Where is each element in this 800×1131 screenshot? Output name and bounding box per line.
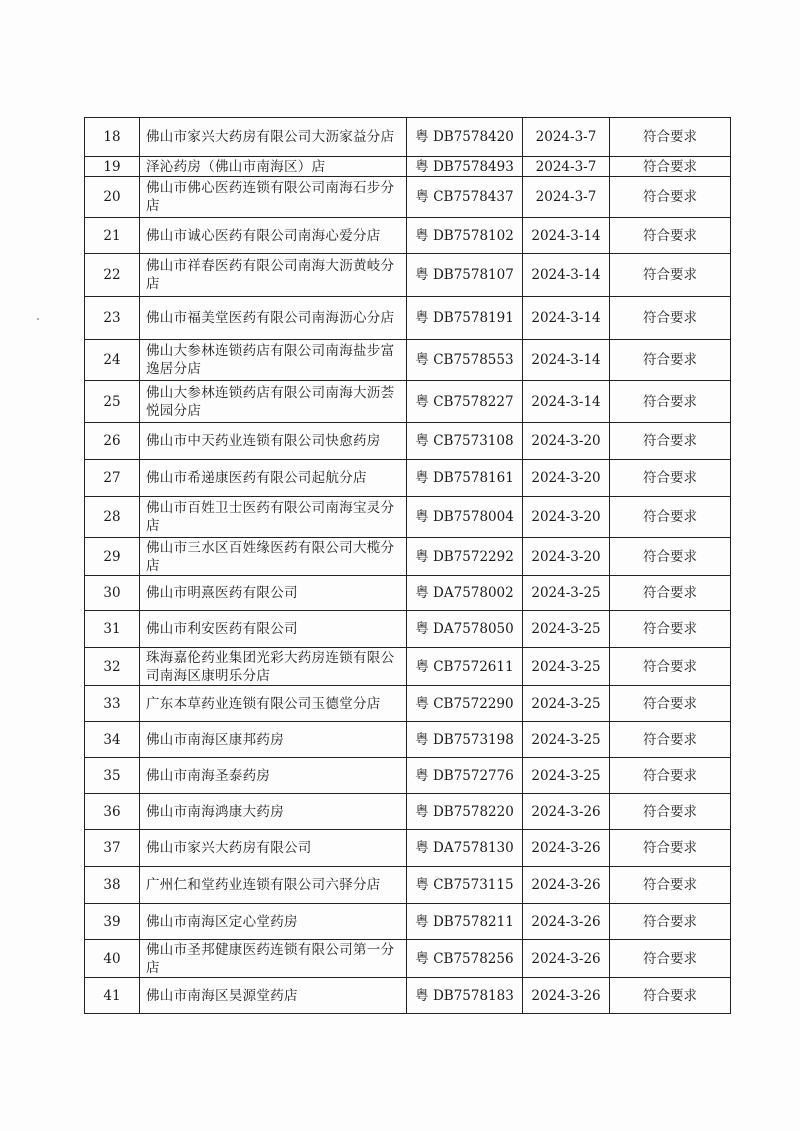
pharmacy-name: 佛山市家兴大药房有限公司: [140, 830, 407, 867]
license-number: 粤 CB7573108: [407, 423, 523, 460]
inspection-result: 符合要求: [610, 177, 731, 218]
license-number: 粤 DA7578130: [407, 830, 523, 867]
inspection-date: 2024-3-14: [523, 297, 610, 340]
inspection-date: 2024-3-20: [523, 460, 610, 497]
pharmacy-name: 佛山市诚心医药有限公司南海心爱分店: [140, 218, 407, 254]
pharmacy-name: 广州仁和堂药业连锁有限公司六驿分店: [140, 867, 407, 904]
pharmacy-name: 珠海嘉伦药业集团光彩大药房连锁有限公司南海区康明乐分店: [140, 648, 407, 686]
pharmacy-name: 佛山市圣邦健康医药连锁有限公司第一分店: [140, 940, 407, 978]
row-number: 22: [85, 254, 140, 297]
license-number: 粤 CB7578553: [407, 340, 523, 381]
row-number: 31: [85, 611, 140, 648]
inspection-result: 符合要求: [610, 830, 731, 867]
license-number: 粤 DB7578107: [407, 254, 523, 297]
row-number: 20: [85, 177, 140, 218]
inspection-result: 符合要求: [610, 978, 731, 1014]
inspection-result: 符合要求: [610, 381, 731, 423]
scan-speck: [37, 318, 39, 320]
table-row: [85, 297, 731, 340]
table-row: [85, 157, 731, 177]
table-row: [85, 340, 731, 381]
inspection-result: 符合要求: [610, 904, 731, 940]
inspection-result: 符合要求: [610, 423, 731, 460]
row-number: 19: [85, 157, 140, 177]
inspection-result: 符合要求: [610, 118, 731, 157]
inspection-date: 2024-3-20: [523, 423, 610, 460]
inspection-date: 2024-3-20: [523, 538, 610, 576]
pharmacy-name: 佛山市百姓卫士医药有限公司南海宝灵分店: [140, 497, 407, 538]
inspection-date: 2024-3-26: [523, 904, 610, 940]
inspection-date: 2024-3-25: [523, 722, 610, 758]
row-number: 39: [85, 904, 140, 940]
row-number: 40: [85, 940, 140, 978]
pharmacy-name: 佛山市福美堂医药有限公司南海沥心分店: [140, 297, 407, 340]
license-number: 粤 DB7578004: [407, 497, 523, 538]
license-number: 粤 CB7573115: [407, 867, 523, 904]
table-body: [85, 118, 731, 1014]
table-row: [85, 978, 731, 1014]
table-row: [85, 218, 731, 254]
license-number: 粤 DB7578420: [407, 118, 523, 157]
inspection-result: 符合要求: [610, 576, 731, 611]
license-number: 粤 CB7578227: [407, 381, 523, 423]
table-row: [85, 904, 731, 940]
row-number: 34: [85, 722, 140, 758]
row-number: 35: [85, 758, 140, 794]
table-row: [85, 867, 731, 904]
inspection-date: 2024-3-26: [523, 830, 610, 867]
row-number: 30: [85, 576, 140, 611]
inspection-result: 符合要求: [610, 218, 731, 254]
pharmacy-name: 佛山市南海圣泰药房: [140, 758, 407, 794]
table-row: [85, 722, 731, 758]
pharmacy-name: 佛山大参林连锁药店有限公司南海大沥荟悦园分店: [140, 381, 407, 423]
inspection-result: 符合要求: [610, 254, 731, 297]
inspection-result: 符合要求: [610, 722, 731, 758]
inspection-date: 2024-3-25: [523, 686, 610, 722]
inspection-result: 符合要求: [610, 157, 731, 177]
inspection-result: 符合要求: [610, 758, 731, 794]
table-row: [85, 254, 731, 297]
license-number: 粤 DB7573198: [407, 722, 523, 758]
table-row: [85, 381, 731, 423]
pharmacy-name: 佛山大参林连锁药店有限公司南海盐步富逸居分店: [140, 340, 407, 381]
inspection-result: 符合要求: [610, 611, 731, 648]
inspection-date: 2024-3-20: [523, 497, 610, 538]
pharmacy-name: 佛山市南海区康邦药房: [140, 722, 407, 758]
row-number: 32: [85, 648, 140, 686]
license-number: 粤 DB7578220: [407, 794, 523, 830]
license-number: 粤 DA7578050: [407, 611, 523, 648]
pharmacy-name: 佛山市佛心医药连锁有限公司南海石步分店: [140, 177, 407, 218]
row-number: 21: [85, 218, 140, 254]
inspection-date: 2024-3-7: [523, 177, 610, 218]
row-number: 37: [85, 830, 140, 867]
inspection-date: 2024-3-7: [523, 118, 610, 157]
inspection-date: 2024-3-7: [523, 157, 610, 177]
license-number: 粤 DB7578183: [407, 978, 523, 1014]
inspection-date: 2024-3-26: [523, 978, 610, 1014]
inspection-result: 符合要求: [610, 497, 731, 538]
row-number: 25: [85, 381, 140, 423]
row-number: 29: [85, 538, 140, 576]
inspection-date: 2024-3-14: [523, 340, 610, 381]
row-number: 36: [85, 794, 140, 830]
row-number: 24: [85, 340, 140, 381]
pharmacy-name: 佛山市希递康医药有限公司起航分店: [140, 460, 407, 497]
pharmacy-name: 佛山市家兴大药房有限公司大沥家益分店: [140, 118, 407, 157]
table-row: [85, 538, 731, 576]
pharmacy-name: 佛山市南海鸿康大药房: [140, 794, 407, 830]
license-number: 粤 DB7578102: [407, 218, 523, 254]
inspection-date: 2024-3-26: [523, 794, 610, 830]
inspection-date: 2024-3-14: [523, 381, 610, 423]
pharmacy-name: 佛山市中天药业连锁有限公司快愈药房: [140, 423, 407, 460]
table-row: [85, 497, 731, 538]
inspection-result: 符合要求: [610, 648, 731, 686]
inspection-result: 符合要求: [610, 297, 731, 340]
inspection-result: 符合要求: [610, 340, 731, 381]
license-number: 粤 DB7572292: [407, 538, 523, 576]
inspection-date: 2024-3-25: [523, 576, 610, 611]
inspection-date: 2024-3-26: [523, 867, 610, 904]
license-number: 粤 DB7578493: [407, 157, 523, 177]
row-number: 23: [85, 297, 140, 340]
pharmacy-name: 佛山市明熹医药有限公司: [140, 576, 407, 611]
row-number: 33: [85, 686, 140, 722]
inspection-result: 符合要求: [610, 794, 731, 830]
inspection-date: 2024-3-26: [523, 940, 610, 978]
license-number: 粤 CB7572611: [407, 648, 523, 686]
inspection-result: 符合要求: [610, 460, 731, 497]
license-number: 粤 DA7578002: [407, 576, 523, 611]
table-row: [85, 423, 731, 460]
license-number: 粤 CB7578256: [407, 940, 523, 978]
inspection-date: 2024-3-25: [523, 611, 610, 648]
inspection-table: [84, 117, 731, 1014]
table-row: [85, 460, 731, 497]
row-number: 18: [85, 118, 140, 157]
inspection-result: 符合要求: [610, 867, 731, 904]
row-number: 41: [85, 978, 140, 1014]
pharmacy-name: 广东本草药业连锁有限公司玉德堂分店: [140, 686, 407, 722]
inspection-date: 2024-3-25: [523, 648, 610, 686]
pharmacy-name: 佛山市南海区昊源堂药店: [140, 978, 407, 1014]
row-number: 26: [85, 423, 140, 460]
table-row: [85, 758, 731, 794]
pharmacy-name: 佛山市三水区百姓缘医药有限公司大榄分店: [140, 538, 407, 576]
table-row: [85, 118, 731, 157]
table-row: [85, 611, 731, 648]
table-row: [85, 576, 731, 611]
license-number: 粤 DB7578211: [407, 904, 523, 940]
pharmacy-name: 泽沁药房（佛山市南海区）店: [140, 157, 407, 177]
row-number: 27: [85, 460, 140, 497]
pharmacy-name: 佛山市祥春医药有限公司南海大沥黄岐分店: [140, 254, 407, 297]
inspection-result: 符合要求: [610, 538, 731, 576]
inspection-date: 2024-3-25: [523, 758, 610, 794]
inspection-date: 2024-3-14: [523, 218, 610, 254]
table-row: [85, 686, 731, 722]
license-number: 粤 DB7572776: [407, 758, 523, 794]
row-number: 38: [85, 867, 140, 904]
inspection-date: 2024-3-14: [523, 254, 610, 297]
pharmacy-name: 佛山市利安医药有限公司: [140, 611, 407, 648]
table-row: [85, 794, 731, 830]
table-row: [85, 940, 731, 978]
license-number: 粤 DB7578161: [407, 460, 523, 497]
license-number: 粤 CB7572290: [407, 686, 523, 722]
license-number: 粤 CB7578437: [407, 177, 523, 218]
pharmacy-name: 佛山市南海区定心堂药房: [140, 904, 407, 940]
table-row: [85, 177, 731, 218]
inspection-result: 符合要求: [610, 940, 731, 978]
table-row: [85, 830, 731, 867]
inspection-result: 符合要求: [610, 686, 731, 722]
table-row: [85, 648, 731, 686]
license-number: 粤 DB7578191: [407, 297, 523, 340]
row-number: 28: [85, 497, 140, 538]
